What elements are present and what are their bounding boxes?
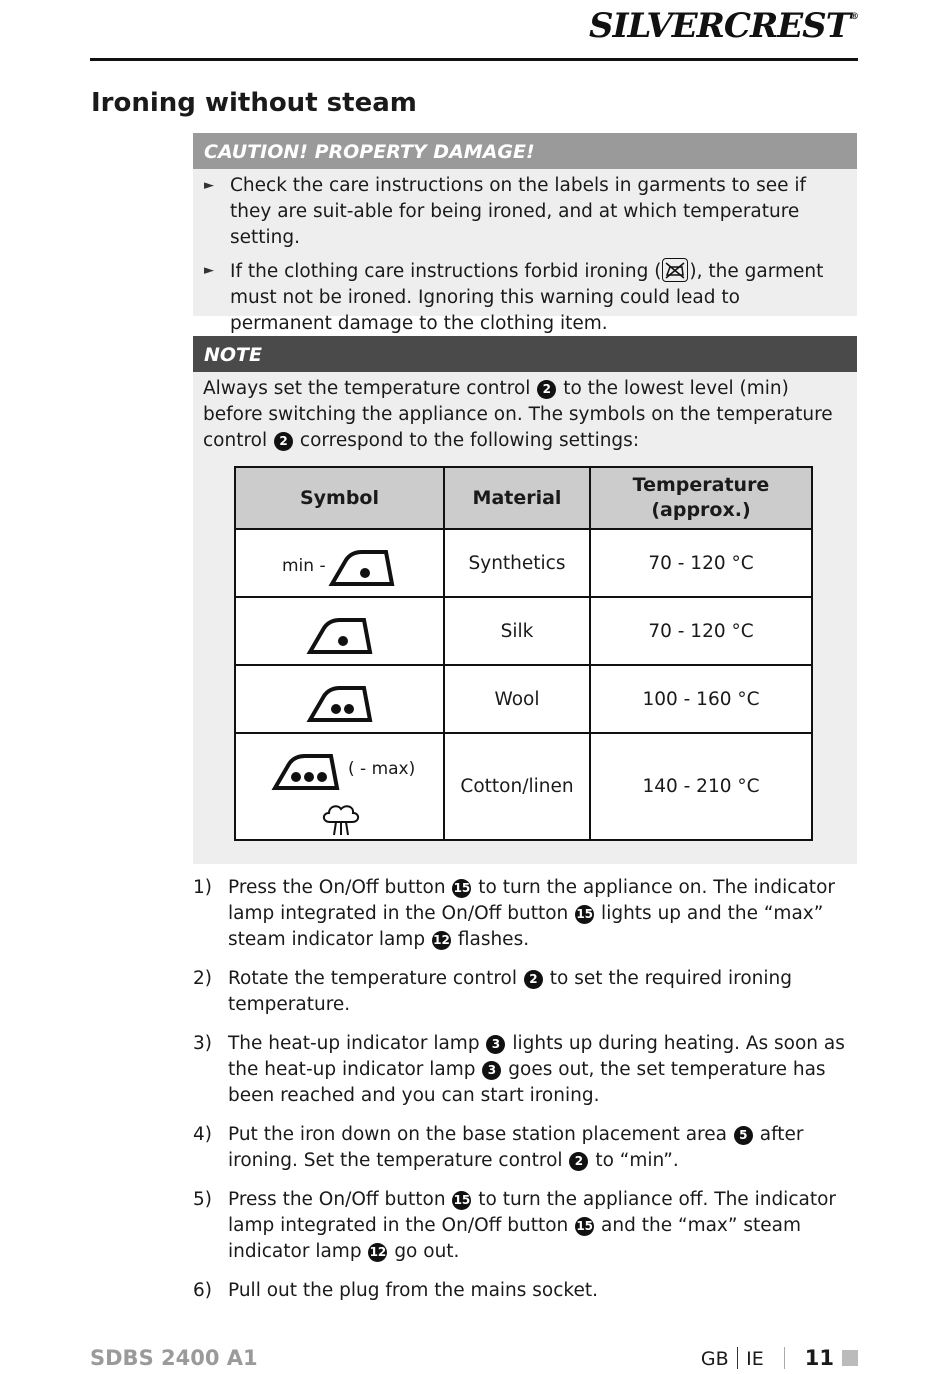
step-number: 3): [193, 1033, 212, 1054]
ref-number-badge: 12: [368, 1243, 387, 1262]
step-item: [193, 966, 857, 1018]
steam-icon: [318, 802, 362, 838]
table-header: Temperature (approx.): [590, 467, 812, 529]
table-header: Symbol: [235, 467, 444, 529]
bullet-arrow-icon: ►: [204, 263, 214, 278]
header-rule: [90, 58, 858, 61]
page-number: 11: [804, 1346, 834, 1370]
note-box: [193, 336, 857, 864]
iron-three-dots-icon: [271, 746, 341, 792]
brand-logo: SILVERCREST®: [589, 6, 858, 46]
ref-number-badge: 3: [486, 1035, 505, 1054]
max-label: ( - max): [348, 759, 416, 779]
table-row: [235, 733, 812, 840]
page-square-icon: [842, 1350, 858, 1366]
step-number: 1): [193, 877, 212, 898]
note-title: NOTE: [193, 336, 857, 372]
table-row: [235, 665, 812, 733]
table-header-row: [235, 467, 812, 529]
note-text: Always set the temperature control 2 to the lowest level (min) before switching the appliance on. The symbols on the temperature control 2 correspond to the following settings:: [203, 378, 833, 451]
symbol-cell: [235, 597, 444, 665]
iron-one-dot-icon: [306, 610, 374, 656]
ref-number-badge: 2: [524, 970, 543, 989]
iron-one-dot-icon: [328, 542, 396, 588]
step-text: flashes.: [451, 929, 530, 950]
ref-number-badge: 2: [569, 1152, 588, 1171]
step-text: The heat-up indicator lamp: [228, 1033, 486, 1054]
temperature-table: [234, 466, 813, 841]
caution-list: [193, 169, 857, 337]
material-cell: Silk: [444, 597, 590, 665]
symbol-cell: [235, 733, 444, 840]
page-footer: GB IE 11: [701, 1346, 858, 1370]
material-cell: Synthetics: [444, 529, 590, 597]
step-text: Pull out the plug from the mains socket.: [228, 1280, 598, 1301]
temperature-cell: 70 - 120 °C: [590, 597, 812, 665]
step-text: lights up during heating. As soon as the heat-up indicator lamp: [228, 1033, 845, 1080]
step-text: go out.: [388, 1241, 460, 1262]
table-row: [235, 529, 812, 597]
step-text: to set the required ironing temperature.: [228, 968, 792, 1015]
step-text: Rotate the temperature control: [228, 968, 523, 989]
step-text: to turn the appliance off. The indicator lamp integrated in the On/Off button: [228, 1189, 837, 1236]
step-number: 6): [193, 1280, 212, 1301]
bullet-arrow-icon: ►: [204, 178, 214, 193]
ref-number-badge: 15: [452, 879, 471, 898]
step-item: [193, 1031, 857, 1109]
step-item: [193, 1187, 857, 1265]
iron-two-dots-icon: [306, 678, 374, 724]
ref-number-badge: 3: [482, 1061, 501, 1080]
steps-list: [193, 875, 857, 1317]
step-item: [193, 1278, 857, 1304]
step-text: Put the iron down on the base station placement area: [228, 1124, 733, 1145]
step-number: 2): [193, 968, 212, 989]
step-text: to “min”.: [589, 1150, 679, 1171]
ref-number-badge: 15: [452, 1191, 471, 1210]
symbol-cell: [235, 665, 444, 733]
step-text: goes out, the set temperature has been reached and you can start ironing.: [228, 1059, 826, 1106]
ref-number-badge: 2: [274, 432, 293, 451]
caution-item: ► Check the care instructions on the labels in garments to see if they are suit-able for being ironed, and at which temperature setting.: [204, 175, 807, 248]
step-text: Press the On/Off button: [228, 1189, 452, 1210]
temperature-cell: 70 - 120 °C: [590, 529, 812, 597]
ref-number-badge: 15: [575, 1217, 594, 1236]
step-item: [193, 1122, 857, 1174]
model-number: SDBS 2400 A1: [90, 1346, 258, 1370]
step-text: and the “max” steam indicator lamp: [228, 1215, 801, 1262]
step-number: 5): [193, 1189, 212, 1210]
caution-title: CAUTION! PROPERTY DAMAGE!: [193, 133, 857, 169]
step-text: Press the On/Off button: [228, 877, 452, 898]
ref-number-badge: 15: [575, 905, 594, 924]
footer-separator: [784, 1347, 785, 1369]
ref-number-badge: 5: [734, 1126, 753, 1145]
step-text: to turn the appliance on. The indicator lamp integrated in the On/Off button: [228, 877, 835, 924]
step-text: lights up and the “max” steam indicator lamp: [228, 903, 824, 950]
table-row: [235, 597, 812, 665]
material-cell: Wool: [444, 665, 590, 733]
temperature-cell: 140 - 210 °C: [590, 733, 812, 840]
symbol-cell: [235, 529, 444, 597]
caution-box: [193, 133, 857, 334]
temperature-cell: 100 - 160 °C: [590, 665, 812, 733]
step-text: after ironing. Set the temperature control: [228, 1124, 804, 1171]
material-cell: Cotton/linen: [444, 733, 590, 840]
step-item: [193, 875, 857, 953]
min-label: min -: [282, 556, 326, 576]
ref-number-badge: 2: [537, 380, 556, 399]
footer-separator: [737, 1347, 739, 1369]
no-ironing-icon: [662, 258, 688, 282]
caution-item: ► If the clothing care instructions forbid ironing ( ), the garment must not be ironed. Ignoring this warning could lead to permanent damage to the clothing item.: [204, 258, 843, 337]
table-header: Material: [444, 467, 590, 529]
step-number: 4): [193, 1124, 212, 1145]
section-title: Ironing without steam: [91, 88, 417, 118]
ref-number-badge: 12: [432, 931, 451, 950]
